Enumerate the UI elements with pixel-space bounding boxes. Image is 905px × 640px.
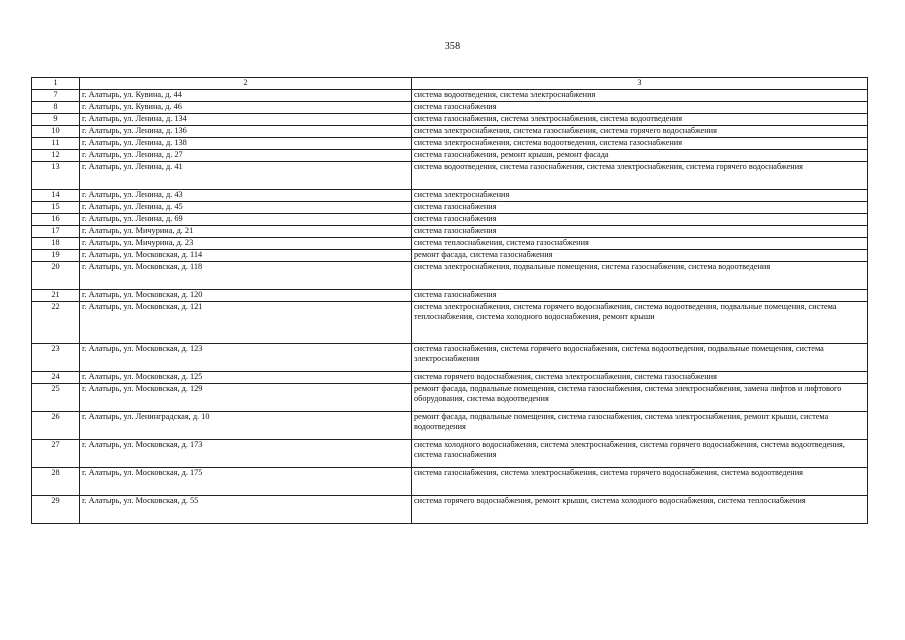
table-row	[32, 412, 868, 440]
row-number-cell: 13	[32, 162, 80, 190]
table-header-row	[32, 78, 868, 90]
buildings-table	[31, 77, 868, 524]
systems-cell: система горячего водоснабжения, ремонт крыши, система холодного водоснабжения, система теплоснабжения	[412, 496, 868, 524]
address-cell: г. Алатырь, ул. Ленина, д. 43	[80, 190, 412, 202]
table-row	[32, 138, 868, 150]
address-cell: г. Алатырь, ул. Ленина, д. 138	[80, 138, 412, 150]
table-row	[32, 214, 868, 226]
systems-cell: система газоснабжения	[412, 290, 868, 302]
address-cell: г. Алатырь, ул. Московская, д. 55	[80, 496, 412, 524]
table-row	[32, 150, 868, 162]
row-number-cell: 28	[32, 468, 80, 496]
row-number-cell: 24	[32, 372, 80, 384]
address-cell: г. Алатырь, ул. Ленина, д. 69	[80, 214, 412, 226]
address-cell: г. Алатырь, ул. Ленина, д. 41	[80, 162, 412, 190]
address-cell: г. Алатырь, ул. Московская, д. 129	[80, 384, 412, 412]
row-number-cell: 16	[32, 214, 80, 226]
address-cell: г. Алатырь, ул. Кувина, д. 44	[80, 90, 412, 102]
systems-cell: система горячего водоснабжения, система электроснабжения, система газоснабжения	[412, 372, 868, 384]
address-cell: г. Алатырь, ул. Кувина, д. 46	[80, 102, 412, 114]
table-row	[32, 238, 868, 250]
systems-cell: система газоснабжения	[412, 102, 868, 114]
row-number-cell: 29	[32, 496, 80, 524]
address-cell: г. Алатырь, ул. Ленина, д. 134	[80, 114, 412, 126]
page-number: 358	[444, 41, 461, 52]
systems-cell: система газоснабжения, ремонт крыши, ремонт фасада	[412, 150, 868, 162]
systems-cell: ремонт фасада, подвальные помещения, система газоснабжения, система электроснабжения, замена лифтов и лифтового оборудования, система водоотведения	[412, 384, 868, 412]
address-cell: г. Алатырь, ул. Московская, д. 123	[80, 344, 412, 372]
table-row	[32, 190, 868, 202]
systems-cell: система электроснабжения, подвальные помещения, система газоснабжения, система водоотведения	[412, 262, 868, 290]
row-number-cell: 19	[32, 250, 80, 262]
table-row	[32, 302, 868, 344]
table-row	[32, 440, 868, 468]
row-number-cell: 9	[32, 114, 80, 126]
row-number-cell: 21	[32, 290, 80, 302]
systems-cell: система электроснабжения	[412, 190, 868, 202]
table-row	[32, 202, 868, 214]
table-row	[32, 126, 868, 138]
table-row	[32, 468, 868, 496]
row-number-cell: 11	[32, 138, 80, 150]
row-number-cell: 23	[32, 344, 80, 372]
table-row	[32, 496, 868, 524]
table-row	[32, 344, 868, 372]
table-row	[32, 90, 868, 102]
row-number-cell: 17	[32, 226, 80, 238]
table-row	[32, 384, 868, 412]
row-number-cell: 25	[32, 384, 80, 412]
address-cell: г. Алатырь, ул. Московская, д. 114	[80, 250, 412, 262]
table-row	[32, 114, 868, 126]
row-number-cell: 14	[32, 190, 80, 202]
row-number-cell: 27	[32, 440, 80, 468]
systems-cell: ремонт фасада, система газоснабжения	[412, 250, 868, 262]
row-number-cell: 15	[32, 202, 80, 214]
header-col-3: 3	[412, 78, 868, 90]
systems-cell: система электроснабжения, система горячего водоснабжения, система водоотведения, подвальные помещения, система теплоснабжения, система холодного водоснабжения, ремонт крыши	[412, 302, 868, 344]
table-body	[32, 78, 868, 524]
table-row	[32, 262, 868, 290]
table-row	[32, 102, 868, 114]
systems-cell: система газоснабжения	[412, 202, 868, 214]
systems-cell: система газоснабжения	[412, 226, 868, 238]
address-cell: г. Алатырь, ул. Ленинградская, д. 10	[80, 412, 412, 440]
address-cell: г. Алатырь, ул. Московская, д. 121	[80, 302, 412, 344]
table-row	[32, 372, 868, 384]
table-row	[32, 226, 868, 238]
address-cell: г. Алатырь, ул. Ленина, д. 45	[80, 202, 412, 214]
row-number-cell: 18	[32, 238, 80, 250]
systems-cell: система теплоснабжения, система газоснабжения	[412, 238, 868, 250]
address-cell: г. Алатырь, ул. Ленина, д. 27	[80, 150, 412, 162]
systems-cell: система холодного водоснабжения, система электроснабжения, система горячего водоснабжения, система водоотведения, система газоснабжения	[412, 440, 868, 468]
address-cell: г. Алатырь, ул. Московская, д. 173	[80, 440, 412, 468]
address-cell: г. Алатырь, ул. Московская, д. 120	[80, 290, 412, 302]
table-row	[32, 162, 868, 190]
systems-cell: система электроснабжения, система газоснабжения, система горячего водоснабжения	[412, 126, 868, 138]
row-number-cell: 7	[32, 90, 80, 102]
address-cell: г. Алатырь, ул. Московская, д. 175	[80, 468, 412, 496]
systems-cell: ремонт фасада, подвальные помещения, система газоснабжения, система электроснабжения, ремонт крыши, система водоотведения	[412, 412, 868, 440]
systems-cell: система газоснабжения, система горячего водоснабжения, система водоотведения, подвальные помещения, система электроснабжения	[412, 344, 868, 372]
systems-cell: система водоотведения, система газоснабжения, система электроснабжения, система горячего водоснабжения	[412, 162, 868, 190]
address-cell: г. Алатырь, ул. Мичурина, д. 23	[80, 238, 412, 250]
address-cell: г. Алатырь, ул. Ленина, д. 136	[80, 126, 412, 138]
row-number-cell: 22	[32, 302, 80, 344]
header-col-1: 1	[32, 78, 80, 90]
row-number-cell: 26	[32, 412, 80, 440]
systems-cell: система электроснабжения, система водоотведения, система газоснабжения	[412, 138, 868, 150]
row-number-cell: 20	[32, 262, 80, 290]
row-number-cell: 12	[32, 150, 80, 162]
address-cell: г. Алатырь, ул. Московская, д. 118	[80, 262, 412, 290]
header-col-2: 2	[80, 78, 412, 90]
row-number-cell: 10	[32, 126, 80, 138]
systems-cell: система газоснабжения, система электроснабжения, система водоотведения	[412, 114, 868, 126]
address-cell: г. Алатырь, ул. Мичурина, д. 21	[80, 226, 412, 238]
systems-cell: система водоотведения, система электроснабжения	[412, 90, 868, 102]
row-number-cell: 8	[32, 102, 80, 114]
systems-cell: система газоснабжения	[412, 214, 868, 226]
table-row	[32, 290, 868, 302]
address-cell: г. Алатырь, ул. Московская, д. 125	[80, 372, 412, 384]
table-row	[32, 250, 868, 262]
systems-cell: система газоснабжения, система электроснабжения, система горячего водоснабжения, система водоотведения	[412, 468, 868, 496]
